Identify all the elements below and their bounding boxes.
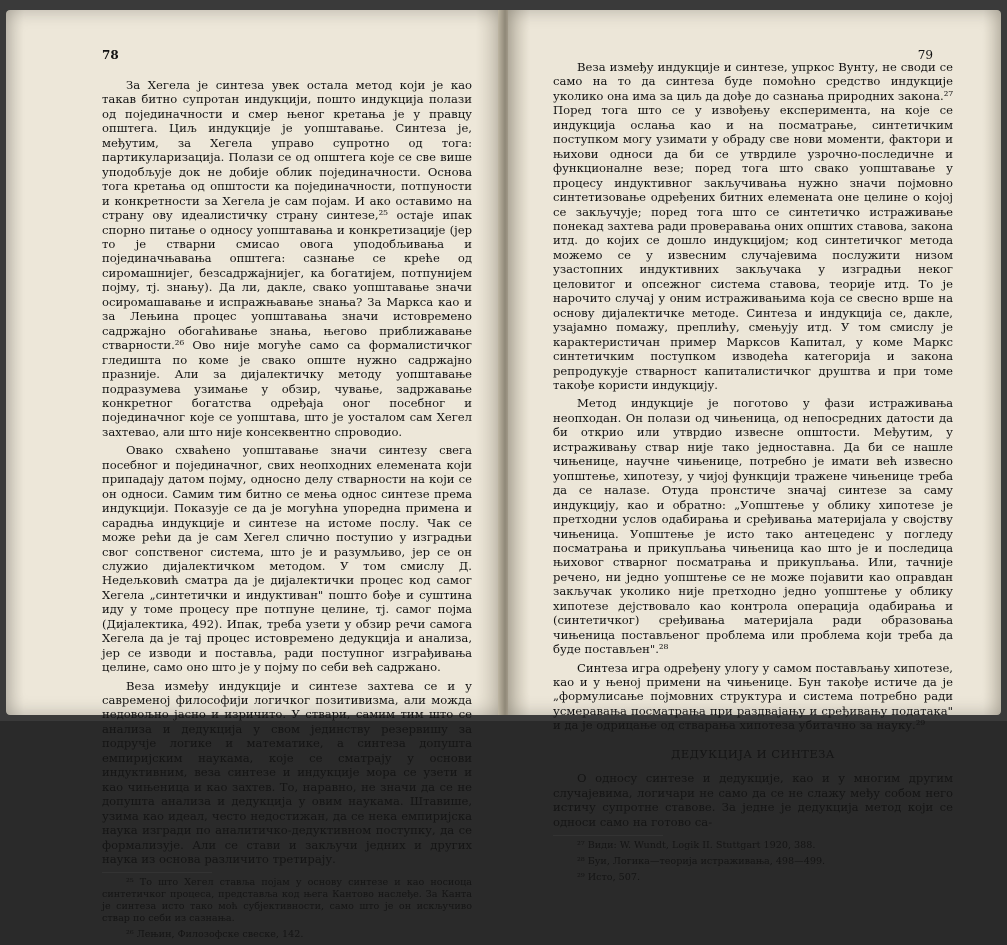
left-page — [6, 10, 502, 941]
paragraph: О односу синтезе и дедукције, као и у многим другим случајевима, логичари не само да се не слажу међу собом него истичу супротне ставове. За једне је дедукција метод који се односи само на готово са- — [553, 771, 953, 829]
footnote-rule — [102, 872, 212, 873]
paragraph: Овако схваћено уопштавање значи синтезу свега посебног и појединачног, свих неопходних елемената који припадају датом појму, односно делу стварности на који се он односи. Самим тим битно се мења однос синтезе према индукцији. Показује се да је могућна упоредна примена и сарадња индукције и синтезе на истоме послу. Чак се може рећи да је сам Хегел слично поступио у изградњи свог сопственог система, што је и разумљиво, јер се он служио дијалектичком методом. У том смислу Д. Недељковић сматра да је дијалектички процес код самог Хегела „синтетички и индуктиван" пошто бође и суштина иду у томе процесу пре потпуне целине, тј. самог појма (Дијалектика, 492). Ипак, треба узети у обзир речи самога Хегела да је тај процес истовремено дедукција и анализа, јер се изводи и поставља, ради поступног изграђивања целине, само оно што је у појму по себи већ садржано. — [102, 443, 472, 675]
right-text-column — [553, 60, 953, 888]
footnote: ²⁸ Буи, Логика—теорија истраживања, 498—499. — [577, 856, 826, 868]
footnote: ²⁷ Види: W. Wundt, Logik II. Stuttgart 1920, 388. — [577, 840, 816, 852]
page-number-left: 78 — [102, 48, 119, 62]
footnote: ²⁶ Лењин, Филозофске свеске, 142. — [126, 929, 304, 941]
paragraph: Синтеза игра одређену улогу у самом постављању хипотезе, као и у њеној примени на чињенице. Бун такође истиче да је „формулисање појмовних структура и система потребно ради усмеравања посматрања при раздвајању и сређивању података" и да је одрицање од стварања хипотеза убитачно за науку.²⁹ — [553, 660, 953, 733]
left-text-column — [102, 78, 472, 945]
paragraph: За Хегела је синтеза увек остала метод који је као такав битно супротан индукцији, пошто индукција полази од појединачности и смер њеног кретања је у правцу општега. Циљ индукције је уопштавање. Синтеза је, међутим, за Хегела управо супротно од тога: партикуларизација. Полази се од општега које се све више уподобљује док не добије облик појединачности. Основа тога кретања од општости ка појединачности, потпуности и конкретности за Хегела је сам појам. И ако оставимо на страну ову идеалистичку страну синтезе,²⁵ остаје ипак спорно питање о односу уопштавања и конкретизације (јер то је стварни смисао овога уподобљивања и појединачњавања општега: сазнање се креће од сиромашнијег, безсадржајнијег, ка богатијем, потпунијем појму, тј. знању). Да ли, дакле, свако уопштавање значи осиромашавање и испражњавање знања? За Маркса као и за Лењина процес уопштавања значи истовремено садржајно обогаћивање знања, његово приближавање стварности.²⁶ Ово није могуће само са формалистичког гледишта по коме је свако опште нужно садржајно празније. Али за дијалектичку методу уопштавање подразумева узимање у обзир, чување, задржавање конкретног богатства одређаја оног посебног и појединачног које се уопштава, што је уосталом сам Хегел захтевао, али што није консеквентно спроводио. — [102, 78, 472, 439]
right-page — [508, 10, 1001, 884]
footnote: ²⁵ То што Хегел ставља појам у основу синтезе и као носиоца синтетичког процеса, представља код њега Кантово наслеђе. За Канта је синтеза исто тако моћ субјективности, само што је он искључиво ствар по себи из сазнања. — [102, 877, 472, 925]
footnote-rule — [553, 835, 663, 836]
paragraph: Веза између индукције и синтезе захтева се и у савременој философији логичког позитивизма, али можда недовољно јасно и изричито. У ствари, самим тим што се анализа и дедукција у свом јединству резервишу за подручје логике и математике, а синтеза допушта емпиријским наукама, које се сматрају у основи индуктивним, веза синтезе и индукције мора се узети и као чињеница и као захтев. То, наравно, не значи да се не допушта анализа и дедукција у овим наукама. Штавише, узима као идеал, често недостижан, да се нека емпиријска наука изгради по аналитичко-дедуктивном поступку, да се формализује. Али се стави и закључи једних и других наука из основа различито третирају. — [102, 678, 472, 867]
paragraph: Метод индукције је поготово у фази истраживања неопходан. Он полази од чињеница, од непосредних датости да би открио или утврдио извесне општости. Међутим, у истраживању ствар није тако једноставна. Да би се нашле чињенице, научне чињенице, потребно је имати већ извесно уопштење, хипотезу, у чијој функцији тражене чињенице треба да се налазе. Отуда пронстиче значај синтезе за саму индукцију, као и обратно: „Уопштење у облику хипотезе је претходни услов одабирања и сређивања материјала у својству чињеница. Уопштење је исто тако антецеденс у погледу посматрања и прикупљања чињеница као што је и последица њиховог стварног посматрања и прикупљања. Или, тачније речено, ни једно уопштење се не може појавити као оправдан закључак уколико није претходно једно уопштење у облику хипотезе дејствовало као контрола операција одабирања и (синтетичког) сређивања материјала ради образовања чињеница постављеног проблема или проблема који треба да буде постављен".²⁸ — [553, 396, 953, 657]
section-heading: ДЕДУКЦИЈА И СИНТЕЗА — [671, 746, 835, 761]
page-number-right: 79 — [917, 48, 933, 62]
paragraph: Веза између индукције и синтезе, упркос Вунту, не своди се само на то да синтеза буде помоћно средство индукције уколико она има за циљ да дође до сазнања природних закона.²⁷ Поред тога што се у извођењу експеримента, на које се индукција ослања као и на посматрање, синтетичким поступком могу узимати у обраду све нови моменти, фактори и њихови односи да би се утврдиле узрочно-последичне и функционалне везе; поред тога што свако уопштавање у процесу индуктивног закључивања нужно значи појмовно синтетизовање одређених битних елемената оне целине о којој се закључује; поред тога што се синтетичко истраживање понекад захтева ради проверавања оних општих ставова, закона итд. до којих се дошло индукцијом; код синтетичког метода можемо се у извесним случајевима послужити низом узастопних индуктивних закључака у изградњи неког целовитог и опсежног система ставова, теорије итд. То је нарочито случај у оним истраживањима која се свесно врше на основу дијалектичке методе. Синтеза и индукција се, дакле, узајамно помажу, преплићу, смењују итд. У том смислу је карактеристичан пример Марксов Капитал, у коме Маркс синтетичким поступком изводећа категорија и закона репродукује стварност капиталистичког друштва и при томе такође користи индукцију. — [553, 60, 953, 392]
footnote: ²⁹ Исто, 507. — [577, 872, 641, 884]
